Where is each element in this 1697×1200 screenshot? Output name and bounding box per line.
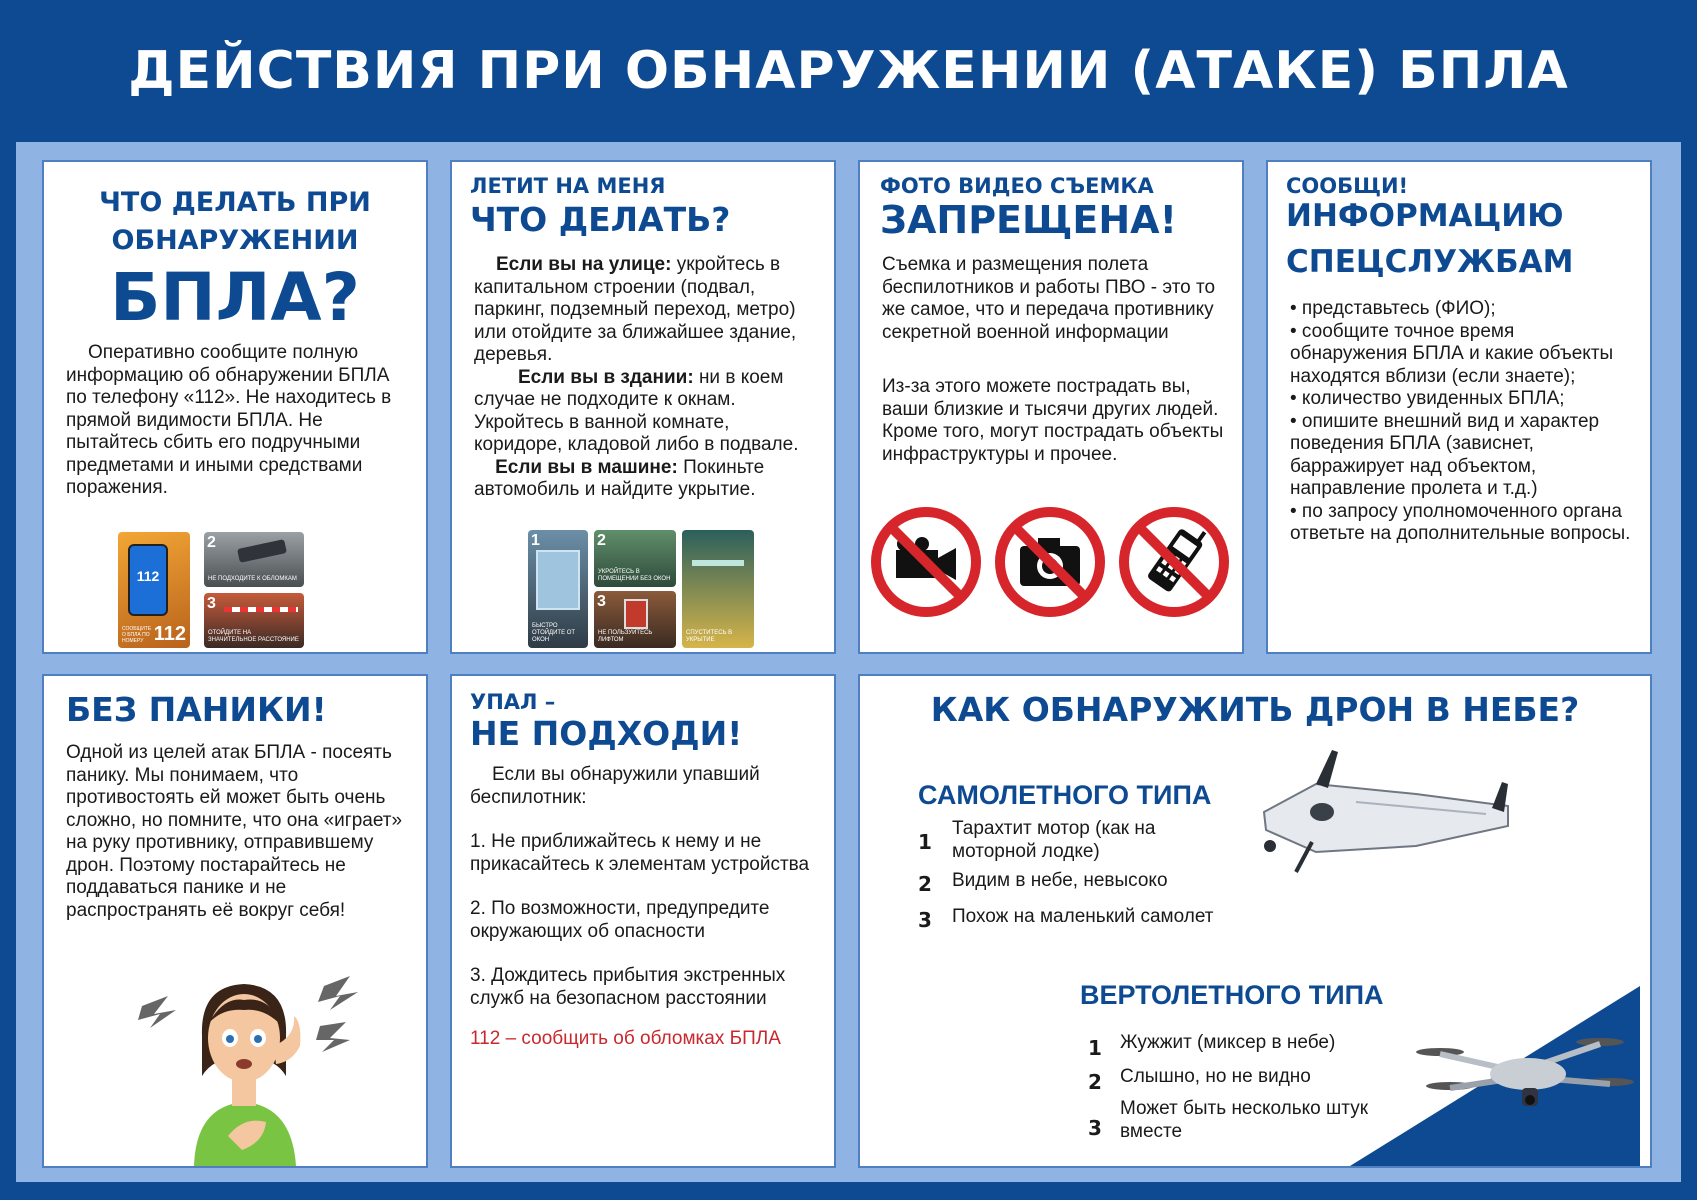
plane-type-heading: САМОЛЕТНОГО ТИПА [918, 780, 1212, 810]
report-item: • опишите внешний вид и характер поведения БПЛА (зависнет, барражирует над объектом, направление пролета и т.д.) [1290, 410, 1600, 499]
header-bar [0, 0, 1697, 142]
heli-item-number: 2 [1088, 1070, 1102, 1094]
panel-detect-title [44, 184, 426, 260]
car-label: Если вы в машине: [495, 456, 678, 478]
thumb-elevator [594, 591, 676, 648]
fallen-item: 3. Дождитесь прибытия экстренных служб на безопасном расстоянии [470, 965, 786, 1009]
window-icon [536, 550, 580, 610]
building-label: Если вы в здании: [518, 366, 694, 388]
fallen-item: 1. Не приближайтесь к нему и не прикасайтесь к элементам устройства [470, 831, 810, 875]
panel-photo-para2: Из-за этого можете пострадать вы, ваши близкие и тысячи других людей. Кроме того, могут пострадать объекты инфраструктуры и прочее. [882, 376, 1224, 465]
plane-item-number: 3 [918, 908, 932, 932]
panel-spot-drone [858, 674, 1652, 1168]
panicked-woman-icon [124, 966, 364, 1166]
heli-type-heading: ВЕРТОЛЕТНОГО ТИПА [1080, 980, 1384, 1010]
plane-item-number: 2 [918, 872, 932, 896]
no-video-camera-icon [870, 506, 982, 618]
plane-item-text: Тарахтит мотор (как на моторной лодке) [952, 818, 1156, 862]
panel-report-title-line1: ИНФОРМАЦИЮ [1286, 198, 1564, 234]
panel-detect-body: Оперативно сообщите полную информацию об обнаружении БПЛА по телефону «112». Не находитесь в прямой видимости БПЛА. Не пытайтесь сбить его подручными предметами и иными средствами поражения. [66, 342, 392, 498]
building-instruction [474, 367, 818, 457]
thumb-distance [204, 593, 304, 648]
report-list [1290, 298, 1636, 546]
thumb-distance-caption: ОТОЙДИТЕ НА ЗНАЧИТЕЛЬНОЕ РАССТОЯНИЕ [208, 630, 299, 643]
thumb-distance-number: 3 [207, 595, 216, 612]
car-instruction [474, 457, 818, 502]
thumb-call-112 [118, 532, 190, 648]
quadcopter-drone-icon [1410, 1022, 1640, 1132]
report-item: • по запросу уполномоченного органа ответьте на дополнительные вопросы. [1290, 500, 1631, 544]
phone-screen-label: 112 [136, 568, 160, 584]
panel-report-title-line2: СПЕЦСЛУЖБАМ [1286, 244, 1574, 280]
fallen-alert: 112 – сообщить об обломках БПЛА [470, 1028, 781, 1049]
phone-icon [128, 544, 168, 616]
thumb-debris-caption: НЕ ПОДХОДИТЕ К ОБЛОМКАМ [208, 576, 297, 582]
thumb-debris-number: 2 [207, 534, 216, 551]
panel-detect-uav [42, 160, 428, 654]
panel-fallen-title: НЕ ПОДХОДИ! [470, 714, 743, 753]
report-item: • количество увиденных БПЛА; [1290, 388, 1565, 409]
panel-panic-body: Одной из целей атак БПЛА - посеять панику. Мы понимаем, что противостоять ей может быть очень сложно, но помните, что она «играет» на руку противнику, отправившему дрон. Поэтому постарайтесь не поддаваться панике и не распространять её вокруг себя! [66, 742, 403, 921]
heli-item-text: Слышно, но не видно [1120, 1066, 1311, 1087]
panel-fallen-drone [450, 674, 836, 1168]
thumb-windows-caption: БЫСТРО ОТОЙДИТЕ ОТ ОКОН [532, 623, 576, 643]
panel-photo-para1: Съемка и размещения полета беспилотников и работы ПВО - это то же самое, что и передача противнику секретной военной информации [882, 254, 1216, 343]
thumb-room [594, 530, 676, 587]
panel-no-panic [42, 674, 428, 1168]
panel-flying-at-me [450, 160, 836, 654]
panel-detect-title-line2: ОБНАРУЖЕНИИ [111, 225, 359, 256]
panel-detect-title-line1: ЧТО ДЕЛАТЬ ПРИ [99, 187, 371, 218]
thumb-room-caption: УКРОЙТЕСЬ В ПОМЕЩЕНИИ БЕЗ ОКОН [598, 569, 671, 582]
heli-item-number: 1 [1088, 1036, 1102, 1060]
report-item: • сообщите точное время обнаружения БПЛА и какие объекты находятся вблизи (если знаете); [1290, 320, 1614, 387]
heli-item-text: Жужжит (миксер в небе) [1120, 1032, 1336, 1053]
report-item: • представьтесь (ФИО); [1290, 298, 1496, 319]
fixed-wing-drone-icon [1256, 742, 1536, 882]
no-phone-icon [1118, 506, 1230, 618]
panel-flying-subtitle: ЛЕТИТ НА МЕНЯ [470, 174, 666, 198]
elevator-icon [624, 599, 648, 629]
panel-report-subtitle: СООБЩИ! [1286, 174, 1409, 198]
barrier-tape-icon [224, 607, 298, 612]
car-text: Покиньте автомобиль и найдите укрытие. [474, 456, 765, 500]
street-text: укройтесь в капитальном строении (подвал, паркинг, подземный переход, метро) или отойдите за ближайшее здание, деревья. [474, 254, 797, 365]
panel-detect-big-title: БПЛА? [110, 259, 360, 336]
thumb-debris [204, 532, 304, 587]
fallen-intro: Если вы обнаружили упавший беспилотник: [470, 764, 760, 808]
thumb-windows-number: 1 [531, 532, 540, 549]
panel-flying-body [474, 254, 818, 502]
thumb-elevator-caption: НЕ ПОЛЬЗУЙТЕСЬ ЛИФТОМ [598, 630, 653, 643]
thumb-call-number: 112 [153, 623, 186, 645]
panel-spot-title: КАК ОБНАРУЖИТЬ ДРОН В НЕБЕ? [930, 690, 1580, 729]
heli-item-number: 3 [1088, 1116, 1102, 1140]
panel-photo-banned [858, 160, 1244, 654]
street-label: Если вы на улице: [496, 254, 672, 275]
thumb-elevator-number: 3 [597, 593, 606, 610]
thumb-call-caption: СООБЩИТЕ О БПЛА ПО НОМЕРУ [122, 626, 152, 644]
panel-flying-title: ЧТО ДЕЛАТЬ? [470, 200, 731, 239]
thumb-windows [528, 530, 588, 648]
tunnel-light-icon [692, 560, 744, 566]
building-text: ни в коем случае не подходите к окнам. Укройтесь в ванной комнате, коридоре, кладовой либо в подвале. [474, 366, 799, 455]
fallen-item: 2. По возможности, предупредите окружающих об опасности [470, 898, 770, 942]
poster-board [16, 142, 1681, 1182]
thumb-shelter [682, 530, 754, 648]
debris-icon [237, 539, 287, 563]
plane-item-number: 1 [918, 830, 932, 854]
panel-report-info [1266, 160, 1652, 654]
page-title: ДЕЙСТВИЯ ПРИ ОБНАРУЖЕНИИ (АТАКЕ) БПЛА [128, 41, 1569, 101]
panel-photo-title: ЗАПРЕЩЕНА! [880, 198, 1177, 242]
panel-photo-subtitle: ФОТО ВИДЕО СЪЕМКА [880, 174, 1154, 198]
plane-item-text: Видим в небе, невысоко [952, 870, 1168, 891]
panel-fallen-body [470, 764, 814, 1051]
panel-fallen-subtitle: УПАЛ – [470, 690, 556, 714]
thumb-shelter-caption: СПУСТИТЕСЬ В УКРЫТИЕ [686, 630, 733, 643]
no-photo-camera-icon [994, 506, 1106, 618]
heli-item-text: Может быть несколько штук вместе [1120, 1098, 1369, 1142]
street-instruction [474, 254, 818, 367]
panel-panic-title: БЕЗ ПАНИКИ! [66, 690, 327, 729]
thumb-room-number: 2 [597, 532, 606, 549]
plane-item-text: Похож на маленький самолет [952, 906, 1214, 927]
